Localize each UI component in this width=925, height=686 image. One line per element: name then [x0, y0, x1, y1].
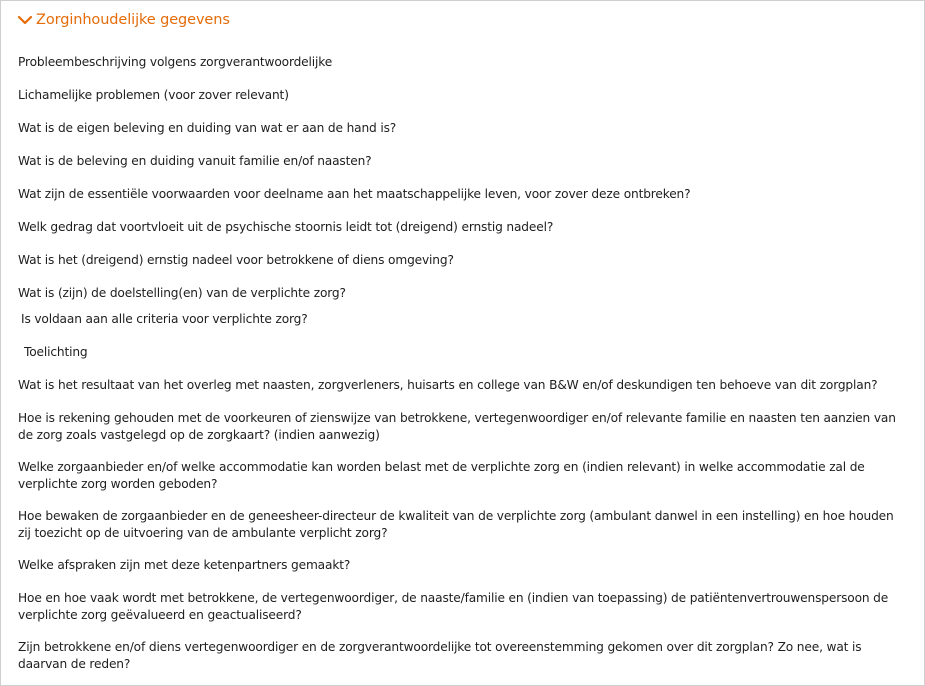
question-label: Welk gedrag dat voortvloeit uit de psychische stoornis leidt tot (dreigend) ernstig nadeel? — [18, 220, 554, 234]
question-label: Welke afspraken zijn met deze ketenpartners gemaakt? — [18, 558, 351, 572]
question-label: Hoe en hoe vaak wordt met betrokkene, de vertegenwoordiger, de naaste/familie en (indien van toepassing) de patiëntenvertrouwenspersoon de verplichte zorg geëvalueerd en geactualiseerd? — [18, 591, 889, 622]
question-label: Lichamelijke problemen (voor zover relevant) — [18, 88, 289, 102]
question-label: Wat is het (dreigend) ernstig nadeel voor betrokkene of diens omgeving? — [18, 253, 454, 267]
question-label: Hoe is rekening gehouden met de voorkeuren of zienswijze van betrokkene, vertegenwoordiger en/of relevante familie en naasten ten aanzien van de zorg zoals vastgelegd op de zorgkaart? (indien aanwezig) — [18, 411, 896, 442]
question-label: Hoe bewaken de zorgaanbieder en de geneesheer-directeur de kwaliteit van de verplichte zorg (ambulant danwel in een instelling) en hoe houden zij toezicht op de uitvoering van de ambulante verplicht zorg? — [18, 509, 894, 540]
question-label: Welke zorgaanbieder en/of welke accommodatie kan worden belast met de verplichte zorg en (indien relevant) in welke accommodatie zal de verplichte zorg worden geboden? — [18, 460, 865, 491]
question-label: Wat is de beleving en duiding vanuit familie en/of naasten? — [18, 154, 372, 168]
question-label: Wat zijn de essentiële voorwaarden voor deelname aan het maatschappelijke leven, voor zover deze ontbreken? — [18, 187, 691, 201]
question-label: Wat is het resultaat van het overleg met naasten, zorgverleners, huisarts en college van B&W en/of deskundigen ten behoeve van dit zorgplan? — [18, 378, 878, 392]
question-label: Zijn betrokkene en/of diens vertegenwoordiger en de zorgverantwoordelijke tot overeenstemming gekomen over dit zorgplan? Zo nee, wat is daarvan de reden? — [18, 640, 862, 671]
question-label: Is voldaan aan alle criteria voor verplichte zorg? — [21, 312, 308, 326]
question-label: Probleembeschrijving volgens zorgverantwoordelijke — [18, 55, 333, 69]
question-label: Wat is de eigen beleving en duiding van wat er aan de hand is? — [18, 121, 397, 135]
section-toggle[interactable] — [17, 12, 230, 28]
explanation-label: Toelichting — [24, 345, 88, 359]
section-title: Zorginhoudelijke gegevens — [36, 12, 230, 28]
question-label: Wat is (zijn) de doelstelling(en) van de verplichte zorg? — [18, 286, 346, 300]
chevron-down-icon[interactable] — [17, 12, 33, 28]
